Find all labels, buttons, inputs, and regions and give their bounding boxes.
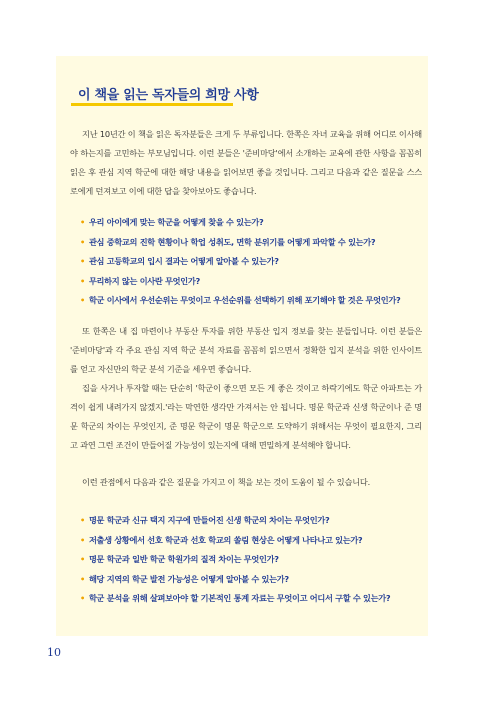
list-item-text: 명문 학군과 일반 학군 학원가의 질적 차이는 무엇인가? bbox=[88, 554, 279, 564]
list-item bbox=[80, 570, 430, 590]
bullet-icon: • bbox=[80, 573, 85, 584]
list-item-text: 학군 분석을 위해 살펴보아야 할 기본적인 통계 자료는 무엇이고 어디서 구할 수 있는가? bbox=[88, 593, 391, 603]
bullet-icon: • bbox=[80, 295, 85, 305]
bullet-icon: • bbox=[80, 236, 85, 247]
list-item bbox=[80, 511, 430, 531]
bullet-icon: • bbox=[80, 256, 85, 266]
intro-paragraph: 지난 10년간 이 책을 읽은 독자분들은 크게 두 부류입니다. 한쪽은 자녀 교육을 위해 어디로 이사해야 하는지를 고민하는 부모님입니다. 이런 분들은 '준비마당'에서 소개하는 교육에 관한 사항을 꼼꼼히 읽은 후 관심 지역 학군에 대한 해당 내용을 읽어보면 좋을 것입니다. 그리고 다음과 같은 질문을 스스로에게 던져보고 이에 대한 답을 찾아보아도 좋습니다. bbox=[70, 129, 422, 196]
list-item-text: 해당 지역의 학군 발전 가능성은 어떻게 알아볼 수 있는가? bbox=[88, 573, 289, 584]
list-item-text: 우리 아이에게 맞는 학군을 어떻게 찾을 수 있는가? bbox=[88, 217, 264, 227]
question-list-investors bbox=[80, 511, 430, 609]
bullet-icon: • bbox=[80, 554, 85, 564]
list-item-text: 무리하지 않는 이사란 무엇인가? bbox=[88, 275, 200, 286]
list-item-text: 관심 중학교의 진학 현황이나 학업 성취도, 면학 분위기를 어떻게 파악할 수 있는가? bbox=[88, 236, 376, 247]
list-item bbox=[80, 272, 430, 292]
investor-paragraph: 또 한쪽은 내 집 마련이나 부동산 투자를 위한 부동산 입지 정보를 찾는 분들입니다. 이런 분들은 '준비마당'과 각 주요 관심 지역 학군 분석 자료를 꼼꼼히 읽으면서 정확한 입지 분석을 위한 인사이트를 얻고 자신만의 학군 분석 기준을 세우면 좋습니다. bbox=[70, 326, 422, 374]
section-heading: 이 책을 읽는 독자들의 희망 사항 bbox=[78, 88, 259, 103]
list-item bbox=[80, 213, 430, 233]
list-item bbox=[80, 252, 430, 272]
bullet-icon: • bbox=[80, 217, 85, 227]
bullet-icon: • bbox=[80, 515, 85, 525]
bullet-icon: • bbox=[80, 593, 85, 603]
list-item-text: 관심 고등학교의 입시 결과는 어떻게 알아볼 수 있는가? bbox=[88, 256, 279, 266]
list-item bbox=[80, 589, 430, 609]
list-item-text: 저출생 상황에서 선호 학군과 선호 학교의 쏠림 현상은 어떻게 나타나고 있는가? bbox=[88, 534, 363, 545]
list-item bbox=[80, 291, 430, 311]
list-item bbox=[80, 531, 430, 551]
analysis-paragraph: 집을 사거나 투자할 때는 단순히 '학군이 좋으면 모든 게 좋은 것이고 하락기에도 학군 아파트는 가격이 쉽게 내려가지 않겠지.'라는 막연한 생각만 가져서는 안 됩니다. 명문 학군과 신생 학군이나 준 명문 학군의 차이는 무엇인지, 준 명문 학군이 명문 학군으로 도약하기 위해서는 무엇이 필요한지, 그리고 과연 그런 조건이 만들어질 가능성이 있는지에 대해 면밀하게 분석해야 합니다. bbox=[70, 383, 422, 450]
list-item bbox=[80, 233, 430, 253]
list-item bbox=[80, 550, 430, 570]
list-item-text: 명문 학군과 신규 택지 지구에 만들어진 신생 학군의 차이는 무엇인가? bbox=[88, 515, 330, 525]
question-list-parents bbox=[80, 213, 430, 311]
list-item-text: 학군 이사에서 우선순위는 무엇이고 우선순위를 선택하기 위해 포기해야 할 것은 무엇인가? bbox=[88, 295, 401, 305]
transition-paragraph: 이런 관점에서 다음과 같은 질문을 가지고 이 책을 보는 것이 도움이 될 수 있습니다. bbox=[82, 477, 371, 487]
page-number: 10 bbox=[47, 646, 61, 659]
bullet-icon: • bbox=[80, 534, 85, 545]
bullet-icon: • bbox=[80, 275, 85, 286]
heading-underline bbox=[71, 103, 233, 106]
